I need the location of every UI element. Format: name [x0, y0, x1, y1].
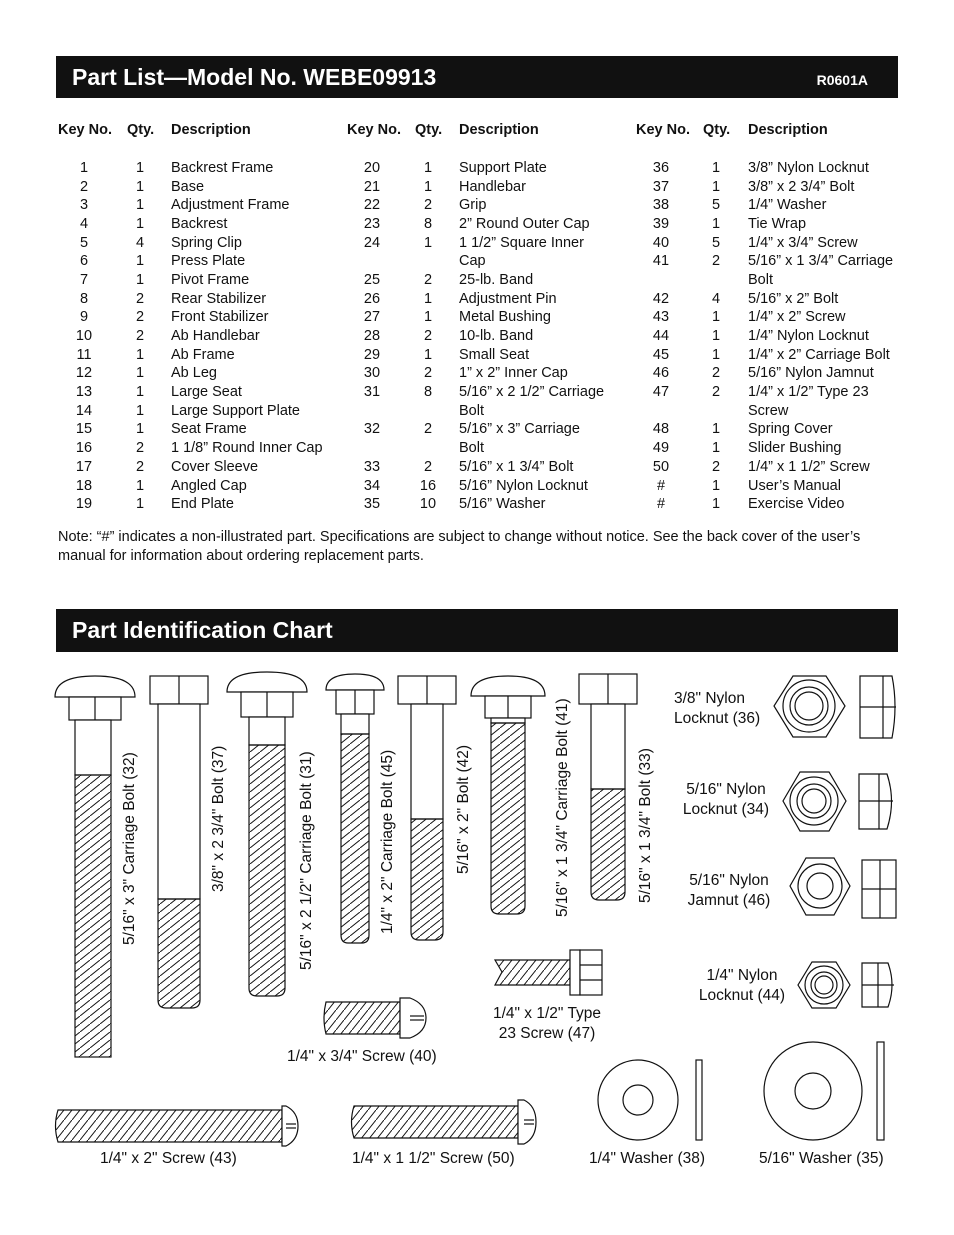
locknut-36-drawing	[774, 676, 896, 738]
key-number: #	[656, 496, 666, 512]
key-number: 41	[652, 253, 670, 269]
key-number: 47	[652, 384, 670, 400]
carriage-bolt-41-drawing	[471, 676, 545, 914]
description: Small Seat	[459, 347, 530, 363]
description: 2” Round Outer Cap	[459, 216, 590, 232]
description: Adjustment Pin	[459, 291, 557, 307]
key-number: 32	[363, 421, 381, 437]
quantity: 2	[423, 459, 433, 475]
description: 1/4” Nylon Locknut	[748, 328, 869, 344]
quantity: 1	[711, 328, 721, 344]
description: Ab Handlebar	[171, 328, 260, 344]
quantity: 1	[423, 309, 433, 325]
document-code: R0601A	[816, 72, 868, 88]
key-number: 38	[652, 197, 670, 213]
description: 1/4” Washer	[748, 197, 827, 213]
key-number: 11	[76, 347, 92, 363]
description: End Plate	[171, 496, 234, 512]
key-number: #	[656, 478, 666, 494]
description: 5/16” x 1 3/4” Bolt	[459, 459, 574, 475]
quantity: 2	[423, 421, 433, 437]
bolt-45-label: 1/4" x 2" Carriage Bolt (45)	[379, 749, 396, 934]
description: Support Plate	[459, 160, 547, 176]
description: 5/16” Washer	[459, 496, 546, 512]
description: 5/16” x 1 3/4” Carriage	[748, 253, 894, 269]
description: 5/16” x 2 1/2” Carriage	[459, 384, 605, 400]
quantity: 1	[711, 478, 721, 494]
quantity: 10	[419, 496, 437, 512]
description: 1 1/2” Square Inner	[459, 235, 584, 251]
quantity: 1	[135, 253, 145, 269]
quantity: 1	[135, 272, 145, 288]
description: 1 1/8” Round Inner Cap	[171, 440, 323, 456]
bolt-42-label: 5/16" x 2" Bolt (42)	[455, 744, 472, 874]
key-number: 12	[75, 365, 93, 381]
key-number: 35	[363, 496, 381, 512]
key-number: 2	[79, 179, 89, 195]
description: Backrest	[171, 216, 228, 232]
quantity: 1	[135, 179, 145, 195]
screw-50-label: 1/4" x 1 1/2" Screw (50)	[352, 1150, 515, 1167]
description: 1/4” x 2” Screw	[748, 309, 846, 325]
quantity: 1	[711, 421, 721, 437]
quantity: 16	[419, 478, 437, 494]
header-qty: Qty.	[415, 122, 443, 138]
header-key-no: Key No.	[58, 122, 112, 138]
description: 25-lb. Band	[459, 272, 534, 288]
key-number: 40	[652, 235, 670, 251]
quantity: 2	[135, 459, 145, 475]
quantity: 1	[423, 347, 433, 363]
key-number: 50	[652, 459, 670, 475]
description: 1/4” x 2” Carriage Bolt	[748, 347, 890, 363]
quantity: 8	[423, 216, 433, 232]
bolt-33-drawing	[579, 674, 637, 900]
key-number: 30	[363, 365, 381, 381]
description: Handlebar	[459, 179, 526, 195]
carriage-bolt-31-drawing	[227, 672, 307, 996]
key-number: 4	[79, 216, 89, 232]
quantity: 1	[135, 421, 145, 437]
bolt-42-drawing	[398, 676, 456, 940]
locknut-36-label: 3/8" Nylon Locknut (36)	[674, 690, 761, 727]
quantity: 1	[711, 160, 721, 176]
key-number: 33	[363, 459, 381, 475]
quantity: 1	[711, 179, 721, 195]
locknut-44-drawing	[798, 962, 894, 1008]
description: 5/16” Nylon Locknut	[459, 478, 588, 494]
quantity: 1	[711, 496, 721, 512]
quantity: 2	[423, 365, 433, 381]
quantity: 5	[711, 235, 721, 251]
quantity: 1	[423, 235, 433, 251]
quantity: 2	[711, 459, 721, 475]
screw-47-drawing	[495, 950, 602, 995]
header-description: Description	[171, 122, 251, 138]
header-key-no: Key No.	[636, 122, 690, 138]
key-number: 13	[75, 384, 93, 400]
key-number: 26	[363, 291, 381, 307]
quantity: 8	[423, 384, 433, 400]
description: 5/16” x 2” Bolt	[748, 291, 839, 307]
quantity: 1	[135, 496, 145, 512]
quantity: 1	[711, 216, 721, 232]
description: Rear Stabilizer	[171, 291, 267, 307]
description: Cap	[459, 253, 486, 269]
note-text: Note: “#” indicates a non-illustrated part. Specifications are subject to change without notice. See the back cover of the user’s manual for information about ordering replacement parts.	[58, 529, 861, 564]
quantity: 2	[423, 197, 433, 213]
header-qty: Qty.	[127, 122, 155, 138]
header-key-no: Key No.	[347, 122, 401, 138]
description: Seat Frame	[171, 421, 247, 437]
jamnut-46-drawing	[790, 858, 896, 918]
key-number: 43	[652, 309, 670, 325]
screw-40-drawing	[324, 998, 426, 1038]
quantity: 2	[711, 384, 721, 400]
description: 1/4” x 1 1/2” Screw	[748, 459, 870, 475]
quantity: 1	[135, 478, 145, 494]
key-number: 27	[363, 309, 381, 325]
screw-50-drawing	[352, 1100, 537, 1144]
description: Metal Bushing	[459, 309, 551, 325]
key-number: 20	[363, 160, 381, 176]
key-number: 44	[652, 328, 670, 344]
key-number: 10	[75, 328, 93, 344]
quantity: 1	[711, 347, 721, 363]
key-number: 46	[652, 365, 670, 381]
key-number: 34	[363, 478, 381, 494]
quantity: 2	[711, 253, 721, 269]
key-number: 31	[363, 384, 381, 400]
description: Spring Cover	[748, 421, 833, 437]
quantity: 4	[711, 291, 721, 307]
quantity: 1	[135, 160, 145, 176]
quantity: 2	[135, 440, 145, 456]
screw-40-label: 1/4" x 3/4" Screw (40)	[287, 1048, 437, 1065]
key-number: 17	[75, 459, 93, 475]
description: Base	[171, 179, 205, 195]
quantity: 2	[423, 328, 433, 344]
screw-47-label: 1/4" x 1/2" Type 23 Screw (47)	[492, 1005, 602, 1042]
key-number: 1	[79, 160, 89, 176]
bolt-37-label: 3/8" x 2 3/4" Bolt (37)	[210, 745, 227, 892]
carriage-bolt-45-drawing	[326, 674, 384, 943]
jamnut-46-label: 5/16" Nylon Jamnut (46)	[687, 872, 771, 909]
description: Ab Frame	[171, 347, 235, 363]
quantity: 2	[135, 309, 145, 325]
description: Screw	[748, 403, 789, 419]
description: 5/16” x 3” Carriage	[459, 421, 580, 437]
quantity: 1	[423, 291, 433, 307]
description: 1” x 2” Inner Cap	[459, 365, 568, 381]
quantity: 1	[711, 309, 721, 325]
locknut-34-drawing	[783, 772, 893, 831]
key-number: 39	[652, 216, 670, 232]
description: 3/8” Nylon Locknut	[748, 160, 869, 176]
quantity: 1	[135, 365, 145, 381]
part-identification-title: Part Identification Chart	[72, 617, 333, 643]
key-number: 14	[75, 403, 93, 419]
key-number: 6	[79, 253, 89, 269]
key-number: 18	[75, 478, 93, 494]
bolt-37-drawing	[150, 676, 208, 1008]
part-list-title: Part List—Model No. WEBE09913	[72, 64, 437, 90]
key-number: 9	[79, 309, 89, 325]
washer-35-label: 5/16" Washer (35)	[759, 1150, 884, 1167]
description: Bolt	[748, 272, 773, 288]
quantity: 4	[135, 235, 145, 251]
quantity: 1	[135, 197, 145, 213]
description: Bolt	[459, 440, 484, 456]
description: Cover Sleeve	[171, 459, 259, 475]
header-description: Description	[748, 122, 828, 138]
description: Backrest Frame	[171, 160, 274, 176]
quantity: 2	[423, 272, 433, 288]
description: Grip	[459, 197, 487, 213]
washer-38-label: 1/4" Washer (38)	[589, 1150, 706, 1167]
key-number: 29	[363, 347, 381, 363]
bolt-41-label: 5/16" x 1 3/4" Carriage Bolt (41)	[554, 698, 571, 917]
description: 5/16” Nylon Jamnut	[748, 365, 874, 381]
quantity: 5	[711, 197, 721, 213]
screw-43-drawing	[56, 1106, 299, 1146]
key-number: 45	[652, 347, 670, 363]
key-number: 22	[363, 197, 381, 213]
description: User’s Manual	[748, 478, 841, 494]
bolt-32-label: 5/16" x 3" Carriage Bolt (32)	[121, 752, 138, 945]
bolt-33-label: 5/16" x 1 3/4" Bolt (33)	[637, 748, 654, 903]
description: Ab Leg	[171, 365, 217, 381]
description: Bolt	[459, 403, 484, 419]
quantity: 1	[711, 440, 721, 456]
key-number: 15	[75, 421, 93, 437]
key-number: 42	[652, 291, 670, 307]
quantity: 1	[135, 403, 145, 419]
key-number: 19	[75, 496, 93, 512]
key-number: 36	[652, 160, 670, 176]
description: Pivot Frame	[171, 272, 250, 288]
washer-38-drawing	[598, 1060, 702, 1140]
description: Tie Wrap	[748, 216, 807, 232]
description: 3/8” x 2 3/4” Bolt	[748, 179, 855, 195]
bolt-31-label: 5/16" x 2 1/2" Carriage Bolt (31)	[298, 751, 315, 970]
key-number: 23	[363, 216, 381, 232]
key-number: 48	[652, 421, 670, 437]
key-number: 24	[363, 235, 381, 251]
key-number: 37	[652, 179, 670, 195]
quantity: 1	[135, 347, 145, 363]
description: Spring Clip	[171, 235, 242, 251]
key-number: 28	[363, 328, 381, 344]
description: Press Plate	[171, 253, 246, 269]
quantity: 1	[423, 160, 433, 176]
header-description: Description	[459, 122, 539, 138]
description: Front Stabilizer	[171, 309, 269, 325]
description: Exercise Video	[748, 496, 845, 512]
description: 1/4” x 3/4” Screw	[748, 235, 858, 251]
quantity: 1	[135, 384, 145, 400]
key-number: 3	[79, 197, 89, 213]
key-number: 25	[363, 272, 381, 288]
quantity: 1	[423, 179, 433, 195]
quantity: 1	[135, 216, 145, 232]
description: 1/4” x 1/2” Type 23	[748, 384, 869, 400]
key-number: 8	[79, 291, 89, 307]
washer-35-drawing	[764, 1042, 884, 1140]
key-number: 5	[79, 235, 89, 251]
key-number: 21	[363, 179, 381, 195]
description: Angled Cap	[171, 478, 247, 494]
key-number: 16	[75, 440, 93, 456]
description: Large Support Plate	[171, 403, 300, 419]
description: Large Seat	[171, 384, 242, 400]
header-qty: Qty.	[703, 122, 731, 138]
locknut-34-label: 5/16" Nylon Locknut (34)	[682, 781, 770, 818]
quantity: 2	[135, 328, 145, 344]
quantity: 2	[135, 291, 145, 307]
description: 10-lb. Band	[459, 328, 534, 344]
screw-43-label: 1/4" x 2" Screw (43)	[100, 1150, 237, 1167]
key-number: 7	[79, 272, 89, 288]
key-number: 49	[652, 440, 670, 456]
description: Adjustment Frame	[171, 197, 290, 213]
description: Slider Bushing	[748, 440, 842, 456]
locknut-44-label: 1/4" Nylon Locknut (44)	[698, 967, 786, 1004]
quantity: 2	[711, 365, 721, 381]
